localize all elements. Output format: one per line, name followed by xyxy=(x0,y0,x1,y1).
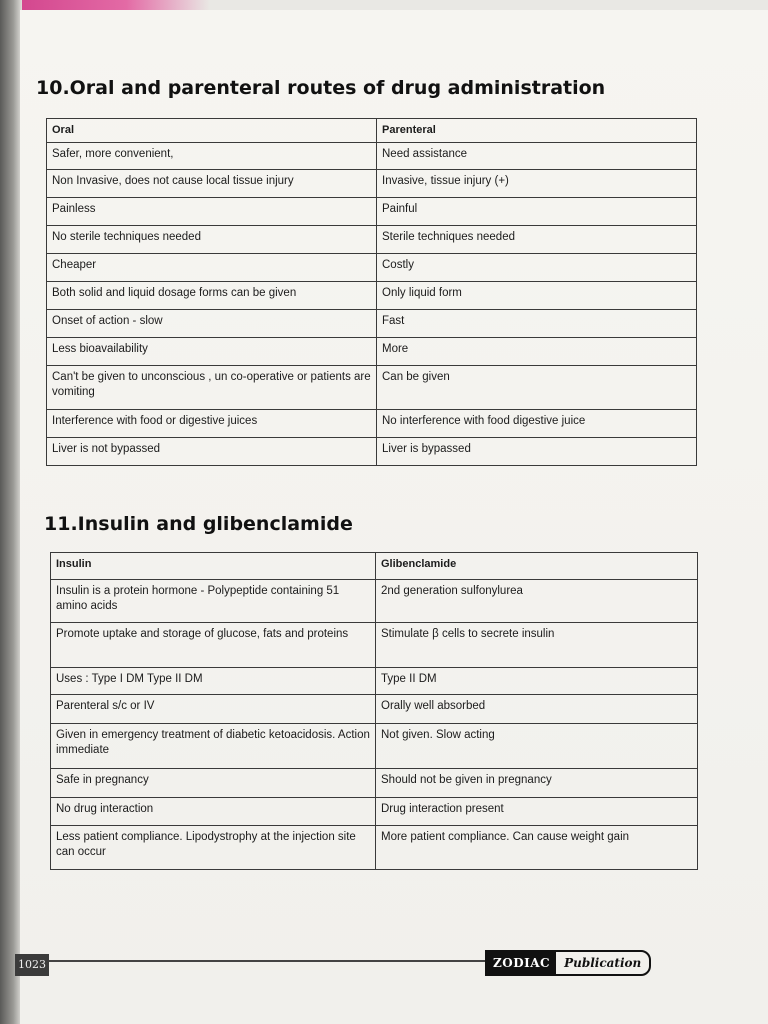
insulin-glibenclamide-table xyxy=(50,552,698,870)
table-cell: Not given. Slow acting xyxy=(376,724,698,769)
table-cell: Stimulate β cells to secrete insulin xyxy=(376,623,698,668)
table-cell: Painful xyxy=(377,198,697,226)
table-cell: Type II DM xyxy=(376,668,698,695)
footer-rule xyxy=(46,960,498,962)
column-header-glibenclamide: Glibenclamide xyxy=(376,553,698,580)
table-row xyxy=(47,366,697,410)
column-header-insulin: Insulin xyxy=(51,553,376,580)
publisher-logo xyxy=(485,950,651,976)
table-cell: Less patient compliance. Lipodystrophy at the injection site can occur xyxy=(51,826,376,870)
oral-parenteral-table xyxy=(46,118,697,466)
table-cell: Fast xyxy=(377,310,697,338)
table-cell: Less bioavailability xyxy=(47,338,377,366)
table-row xyxy=(47,438,697,466)
column-header-parenteral: Parenteral xyxy=(377,119,697,143)
table-cell: Sterile techniques needed xyxy=(377,226,697,254)
table-cell: Onset of action - slow xyxy=(47,310,377,338)
publisher-word: Publication xyxy=(564,956,642,970)
table-row xyxy=(47,143,697,170)
table-row xyxy=(47,170,697,198)
publisher-brand: ZODIAC xyxy=(487,952,556,974)
table-header-row xyxy=(51,553,698,580)
table-cell: Only liquid form xyxy=(377,282,697,310)
table-row xyxy=(47,226,697,254)
table-cell: Cheaper xyxy=(47,254,377,282)
table-cell: Can be given xyxy=(377,366,697,410)
table-cell: Both solid and liquid dosage forms can be given xyxy=(47,282,377,310)
table-cell: Safer, more convenient, xyxy=(47,143,377,170)
table-cell: Promote uptake and storage of glucose, fats and proteins xyxy=(51,623,376,668)
book-spine-shadow xyxy=(0,0,22,1024)
table-cell: Orally well absorbed xyxy=(376,695,698,724)
table-cell: Liver is bypassed xyxy=(377,438,697,466)
table-row xyxy=(51,623,698,668)
table-cell: 2nd generation sulfonylurea xyxy=(376,580,698,623)
table-row xyxy=(51,724,698,769)
table-cell: Insulin is a protein hormone - Polypeptide containing 51 amino acids xyxy=(51,580,376,623)
table-cell: Need assistance xyxy=(377,143,697,170)
table-row xyxy=(47,198,697,226)
table-cell: Uses : Type I DM Type II DM xyxy=(51,668,376,695)
table-row xyxy=(47,310,697,338)
table-row xyxy=(51,668,698,695)
table-row xyxy=(51,580,698,623)
table-cell: Painless xyxy=(47,198,377,226)
table-row xyxy=(47,338,697,366)
table-cell: Should not be given in pregnancy xyxy=(376,769,698,798)
table-cell: Drug interaction present xyxy=(376,798,698,826)
table-row xyxy=(51,826,698,870)
table-cell: More xyxy=(377,338,697,366)
table-row xyxy=(51,695,698,724)
table-cell: Safe in pregnancy xyxy=(51,769,376,798)
table-cell: No interference with food digestive juice xyxy=(377,410,697,438)
table-cell: Interference with food or digestive juices xyxy=(47,410,377,438)
table-cell: No drug interaction xyxy=(51,798,376,826)
document-page xyxy=(20,10,768,1024)
section-11-title: 11.Insulin and glibenclamide xyxy=(44,513,353,535)
section-10-title: 10.Oral and parenteral routes of drug administration xyxy=(36,77,606,99)
table-cell: Can't be given to unconscious , un co-operative or patients are vomiting xyxy=(47,366,377,410)
table-row xyxy=(47,282,697,310)
table-cell: Given in emergency treatment of diabetic ketoacidosis. Action immediate xyxy=(51,724,376,769)
table-cell: Costly xyxy=(377,254,697,282)
table-cell: Non Invasive, does not cause local tissue injury xyxy=(47,170,377,198)
table-row xyxy=(47,254,697,282)
table-cell: No sterile techniques needed xyxy=(47,226,377,254)
table-cell: Invasive, tissue injury (+) xyxy=(377,170,697,198)
table-cell: Liver is not bypassed xyxy=(47,438,377,466)
table-cell: More patient compliance. Can cause weight gain xyxy=(376,826,698,870)
table-row xyxy=(47,410,697,438)
page-number: 1023 xyxy=(15,954,49,976)
table-row xyxy=(51,769,698,798)
column-header-oral: Oral xyxy=(47,119,377,143)
table-cell: Parenteral s/c or IV xyxy=(51,695,376,724)
table-header-row xyxy=(47,119,697,143)
table-row xyxy=(51,798,698,826)
